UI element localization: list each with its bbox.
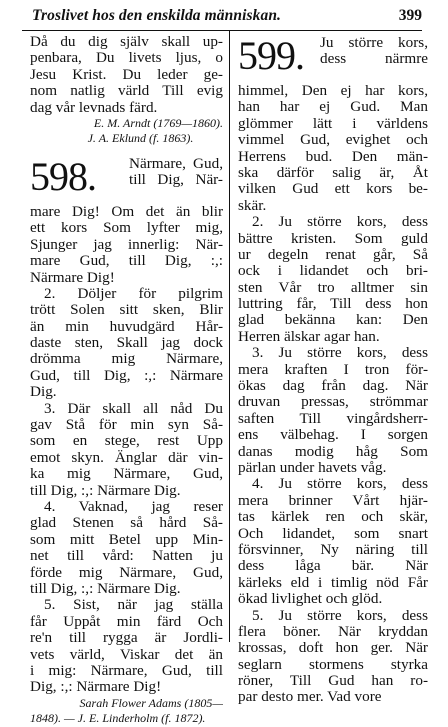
text-line: vets värld, Viskar det än [30, 646, 223, 663]
text-line: än min huvudgärd Hår- [30, 318, 223, 335]
text-line: dess låga bär. När [238, 558, 428, 575]
text-line: Herrens bud. Den män- [238, 148, 428, 165]
text-line: 4. Vaknad, jag reser [44, 498, 223, 515]
text-line: Dig. [30, 384, 57, 401]
text-line: som mitt Betel upp Min- [30, 531, 223, 548]
text-line: seglarn stormens styrka [238, 656, 428, 673]
author-credit: E. M. Arndt (1769—1860). [93, 115, 223, 130]
hymn-heading [238, 34, 428, 83]
text-line: 2. Ju större kors, dess [252, 214, 428, 231]
text-line: Sjunger jag innerlig: När- [30, 236, 223, 253]
text-line: pärlan under havets våg. [238, 459, 387, 476]
text-line: Jesu Krist. Du leder ge- [30, 66, 223, 83]
text-line: 2. Döljer för pilgrim [44, 285, 223, 302]
text-line: luttring får, Till dess hon [238, 296, 428, 313]
text-line: ka mig Närmare, Gud, [30, 466, 223, 483]
text-line: som en stege, rest Upp [30, 433, 223, 450]
text-line: emot skyn. Änglar där vin- [30, 449, 223, 466]
text-line: daste sten, Skall jag dock [30, 335, 223, 352]
text-line: ens välbehag. I sorgen [238, 427, 428, 444]
hymn-number: 598. [30, 153, 96, 199]
text-line: vilken Gud ett kors be- [238, 181, 428, 198]
text-line: Herren älskar agar han. [238, 328, 380, 345]
text-line: gav Stå för min syn Så- [30, 417, 223, 434]
text-line: penbara, Du livets ljus, o [30, 50, 223, 67]
running-header [22, 4, 422, 31]
text-line: Närmare Dig! [30, 269, 115, 286]
text-line: till Dig, :,: Närmare Dig. [30, 482, 181, 499]
text-line: druvan pressas, strömmar [238, 394, 428, 411]
text-line: par desto mer. Vad vore [238, 689, 382, 706]
text-line: ock i lidandet och bri- [238, 263, 428, 280]
text-line: saften Till vingårdsherr- [238, 410, 428, 427]
text-line: sten Vår tro alltmer sin [238, 279, 428, 296]
hymn-598 [30, 155, 223, 727]
text-line: re'n till rygga är Jordli- [30, 630, 223, 647]
text-line: Ju större kors, [320, 35, 428, 51]
text-line: Då du dig själv skall up- [30, 34, 223, 50]
text-line: Och lidandet, som snart [238, 525, 428, 542]
text-line: ökad livlighet och glöd. [238, 591, 383, 608]
right-column [238, 34, 428, 706]
text-line: mare Gud, till Dig, :,: [30, 253, 223, 270]
text-line: Dig, :,: Närmare Dig! [30, 679, 162, 696]
text-line: till Dig, När- [129, 171, 223, 188]
hymn-599 [238, 34, 428, 706]
text-line: trött Solen sitt sken, Blir [30, 302, 223, 319]
text-line: ska därför salig är, Åt [238, 164, 428, 181]
text-line: 3. Där skall all nåd Du [44, 400, 223, 417]
text-line: får Uppåt min färd Och [30, 613, 223, 630]
text-line: i mig: Närmare, Gud, till [30, 662, 223, 679]
text-line: danas modig håg Som [238, 443, 428, 460]
text-line: ökas dag från dag. När [238, 378, 428, 395]
column-divider [229, 31, 230, 642]
intro-verse [30, 34, 223, 116]
text-line: 4. Ju större kors, dess [252, 476, 428, 493]
text-line: krossas, doft hon ger. När [238, 640, 428, 657]
text-line: mera brinner Vårt hjär- [238, 492, 428, 509]
text-line: vimmel Gud, evighet och [238, 132, 428, 149]
text-line: 5. Ju större kors, dess [252, 607, 428, 624]
text-line: förde mig Närmare, Gud, [30, 564, 223, 581]
text-line: 5. Sist, när jag ställa [44, 597, 223, 614]
text-line: bättre kristen. Som guld [238, 230, 428, 247]
text-line: ur degeln renat går, Så [238, 246, 428, 263]
author-credit: Sarah Flower Adams (1805— [79, 695, 223, 710]
text-line: Närmare, Gud, [129, 155, 223, 172]
translator-credit: J. A. Eklund (f. 1863). [87, 131, 194, 146]
text-line: 3. Ju större kors, dess [252, 345, 428, 362]
text-line: dess närmre [320, 51, 428, 67]
hymn-599-text [238, 83, 428, 706]
hymn-number: 599. [238, 33, 304, 78]
text-line: han har ej Gud. Man [238, 99, 428, 116]
text-line: tas kärlek ren och skär, [238, 509, 428, 526]
hymn-heading [30, 155, 223, 204]
text-line: Gud, till Dig, :,: Närmare [30, 367, 223, 384]
header-title: Troslivet hos den enskilda människan. [32, 7, 282, 24]
text-line: flera böner. När kryddan [238, 623, 428, 640]
text-line: dag vår levnads färd. [30, 99, 158, 116]
text-line: röner, Till Gud han ro- [238, 673, 428, 690]
text-line: glad Stenen så hård Så- [30, 515, 223, 532]
text-line: till Dig, :,: Närmare Dig. [30, 580, 181, 597]
text-line: mera kraften I tron för- [238, 361, 428, 378]
text-line: skär. [238, 197, 267, 214]
text-line: himmel, Den ej har kors, [238, 83, 428, 99]
hymn-598-text [30, 204, 223, 696]
text-line: net till vård: Natten ju [30, 548, 223, 565]
text-line: kärleks eld i timlig nöd Får [238, 574, 428, 591]
hymn-first-lines [320, 35, 428, 67]
hymn-first-lines [129, 156, 223, 188]
text-line: ett kors Som lyfter mig, [30, 220, 223, 237]
text-line: mare Dig! Om det än blir [30, 203, 223, 220]
page-number: 399 [398, 7, 422, 24]
text-line: försvinner, Ny näring till [238, 541, 428, 558]
text-line: glad bekänna kan: Den [238, 312, 428, 329]
text-line: nom natlig värld Till evig [30, 83, 223, 100]
text-line: glömmer lätt i världens [238, 115, 428, 132]
left-column [30, 34, 223, 727]
text-line: drömma mig Närmare, [30, 351, 223, 368]
translator-credit: 1848). — J. E. Linderholm (f. 1872). [30, 711, 206, 726]
